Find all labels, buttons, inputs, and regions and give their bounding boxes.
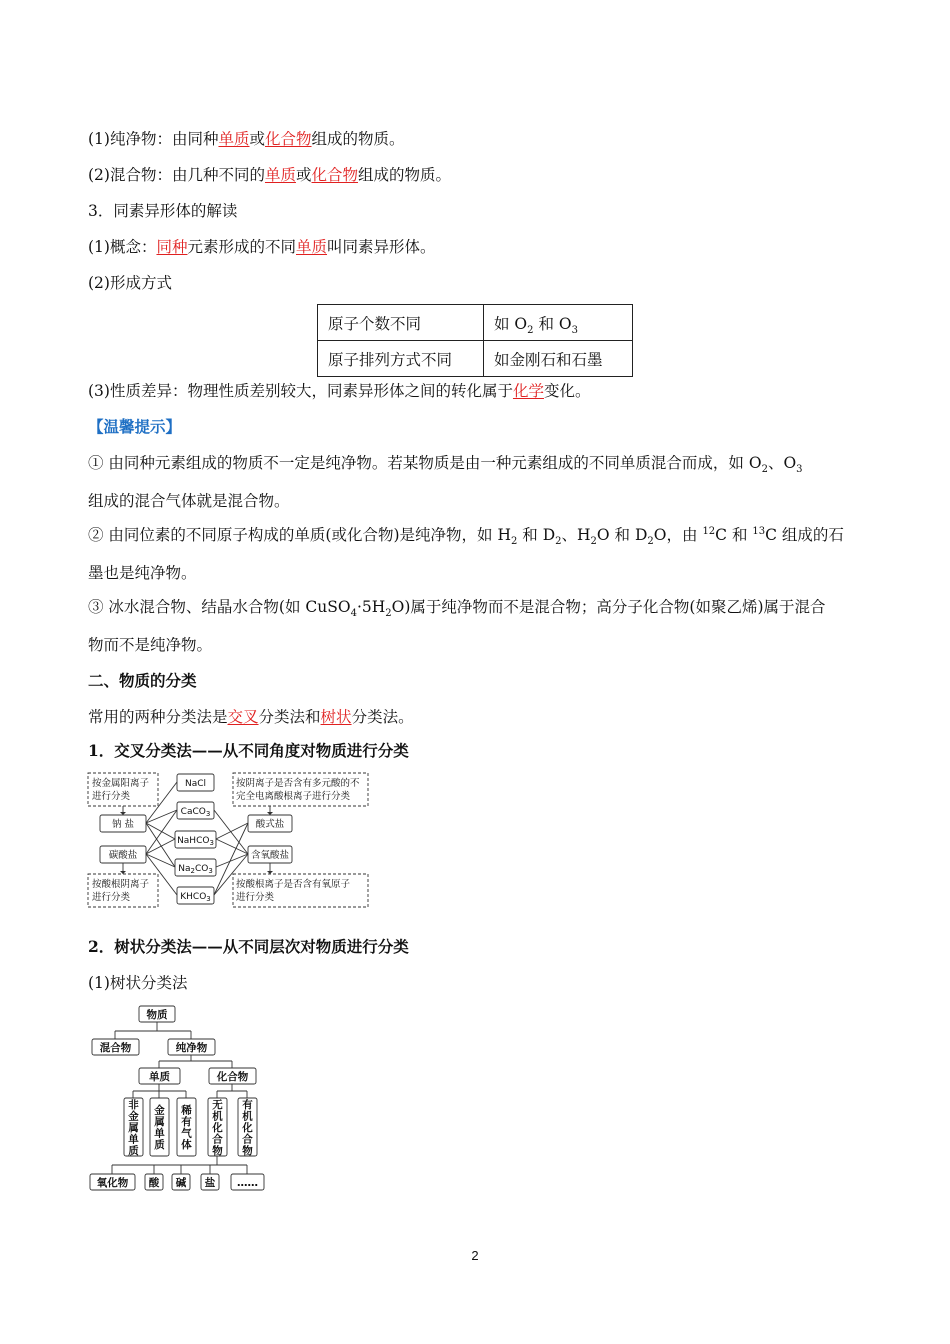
substance-label: CaCO$_3$ (180, 807, 211, 818)
table-row (318, 341, 633, 377)
tip-2: ② 由同位素的不同原子构成的单质(或化合物)是纯净物，如 $H_2$ 和 $D_2$、$H_2O$ 和 $D_2O$，由 $^{12}$C 和 $^{13}$C 组成的石 (88, 525, 844, 548)
cross-note: 进行分类 (236, 892, 275, 903)
cross-note: 按阴离子是否含有多元酸的不 (236, 778, 360, 789)
substance-label: $Na_2CO_3$ (178, 864, 213, 875)
tree-node: 氧化物 (96, 1177, 129, 1189)
tree-node: 无机化合物 (212, 1098, 223, 1157)
cross-classification-title: 1．交叉分类法——从不同角度对物质进行分类 (88, 741, 409, 760)
tree-node: 酸 (148, 1177, 160, 1189)
tree-classification-diagram (86, 1002, 268, 1194)
tree-node: 非金属单质 (128, 1098, 139, 1157)
cross-note: 按金属阳离子 (92, 778, 150, 789)
tree-node: 物质 (146, 1009, 168, 1021)
tip-3: ③ 冰水混合物、结晶水合物(如 $CuSO_4\cdot 5H_2O$)属于纯净物而不是混合物；高分子化合物(如聚乙烯)属于混合 (88, 598, 826, 620)
property-difference: (3)性质差异：物理性质差别较大，同素异形体之间的转化属于化学变化。 (88, 382, 591, 400)
tree-node: …… (237, 1177, 258, 1189)
substance-label: NaHCO$_3$ (177, 836, 214, 847)
tip-3-cont: 物而不是纯净物。 (88, 636, 213, 654)
cross-note: 进行分类 (92, 791, 131, 802)
section-3-title: 3．同素异形体的解读 (88, 202, 238, 220)
category-label: 钠 盐 (111, 819, 135, 830)
tree-node: 稀有气体 (181, 1104, 192, 1151)
tree-node: 碱 (175, 1177, 187, 1189)
substance-label: NaCl (184, 779, 207, 789)
tree-node: 单质 (149, 1071, 170, 1083)
tree-node: 化合物 (216, 1071, 249, 1083)
answer-blank: 单质 (296, 238, 328, 256)
formation-table (317, 304, 633, 377)
classification-methods: 常用的两种分类法是交叉分类法和树状分类法。 (88, 708, 414, 726)
vertical-tree-nodes (127, 1098, 253, 1157)
tip-title: 【温馨提示】 (88, 417, 182, 436)
tip-1-cont: 组成的混合气体就是混合物。 (88, 492, 290, 510)
answer-blank: 化合物 (311, 166, 359, 184)
answer-blank: 单质 (218, 130, 250, 148)
tree-node: 混合物 (99, 1042, 132, 1054)
table-cell: 如 $O_2$ 和 $O_3$ (484, 305, 633, 341)
tree-classification-title: 2．树状分类法——从不同层次对物质进行分类 (88, 937, 409, 956)
table-cell: 原子个数不同 (318, 305, 484, 341)
answer-blank: 化学 (512, 382, 544, 400)
page-number: 2 (471, 1248, 479, 1263)
table-cell: 如金刚石和石墨 (484, 341, 633, 377)
category-label: 酸式盐 (255, 819, 285, 830)
cross-note: 完全电离酸根离子进行分类 (236, 791, 351, 802)
cross-classification-diagram (86, 770, 372, 910)
answer-blank: 交叉 (227, 708, 259, 726)
tip-2-cont: 墨也是纯净物。 (88, 564, 197, 582)
answer-blank: 单质 (264, 166, 296, 184)
cross-note: 进行分类 (92, 892, 131, 903)
section-two-title: 二、物质的分类 (88, 671, 197, 690)
tree-node: 金属单质 (154, 1104, 165, 1151)
cross-note: 按酸根离子是否含有氧原子 (236, 879, 351, 890)
tree-node: 纯净物 (175, 1042, 208, 1054)
tree-node: 有机化合物 (242, 1098, 253, 1157)
answer-blank: 树状 (320, 708, 352, 726)
allotrope-concept: (1)概念：同种元素形成的不同单质叫同素异形体。 (88, 238, 436, 256)
formation-title: (2)形成方式 (88, 274, 172, 292)
table-row (318, 305, 633, 341)
tip-1: ① 由同种元素组成的物质不一定是纯净物。若某物质是由一种元素组成的不同单质混合而成，如 $O_2$、$O_3$ (88, 454, 803, 476)
answer-blank: 化合物 (265, 130, 312, 148)
category-label: 碳酸盐 (108, 850, 138, 861)
answer-blank: 同种 (156, 238, 188, 256)
substance-label: $KHCO_3$ (180, 892, 211, 903)
mixture-def: (2)混合物：由几种不同的单质或化合物组成的物质。 (88, 166, 452, 184)
table-cell: 原子排列方式不同 (318, 341, 484, 377)
tree-node: 盐 (204, 1177, 216, 1189)
category-label: 含氧酸盐 (250, 850, 290, 861)
cross-note: 按酸根阴离子 (92, 879, 150, 890)
pure-substance-def: (1)纯净物：由同种单质或化合物组成的物质。 (88, 130, 405, 148)
tree-subtitle: (1)树状分类法 (88, 974, 188, 992)
